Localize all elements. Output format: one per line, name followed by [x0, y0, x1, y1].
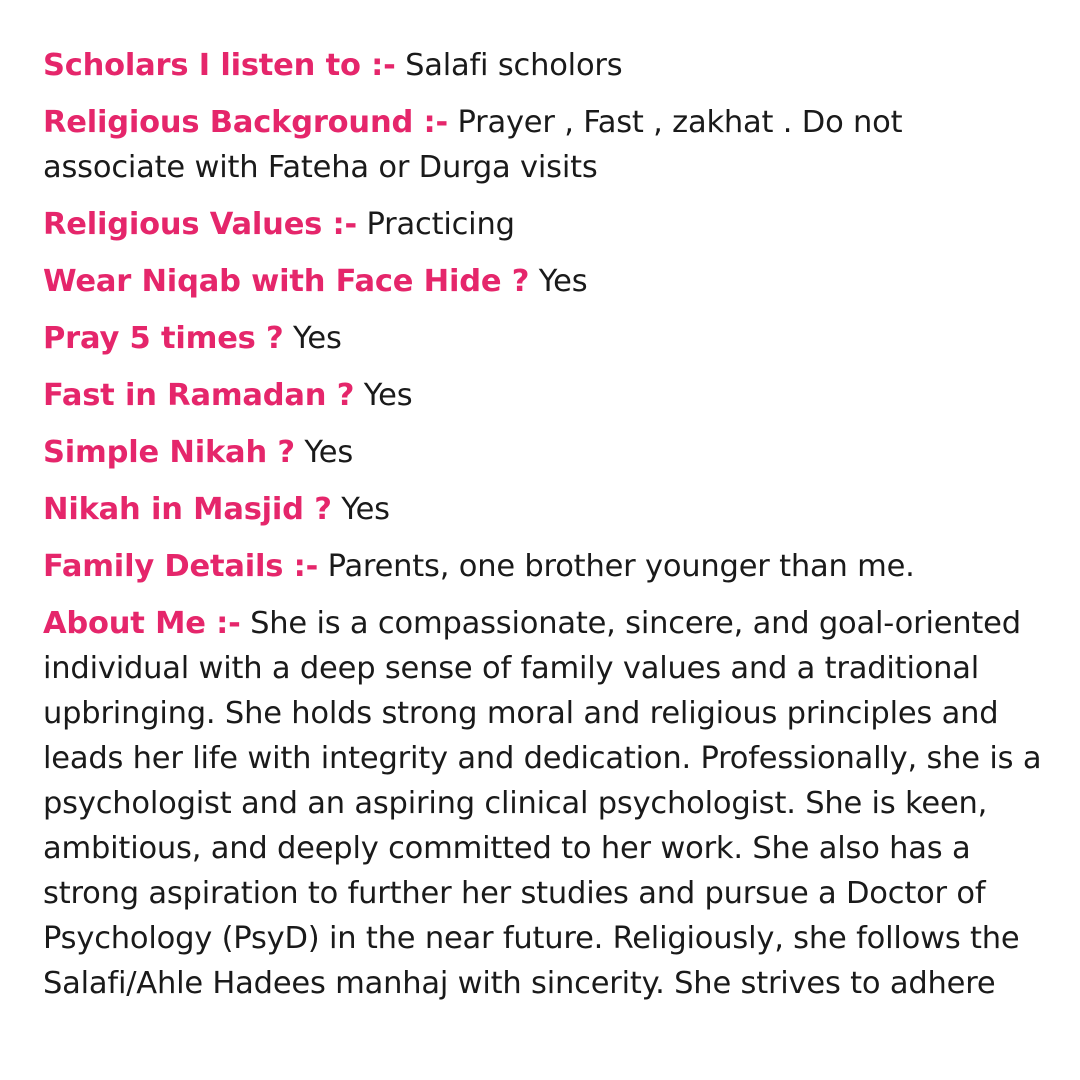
nikah-masjid-value: Yes: [341, 492, 390, 527]
family-details-field: [43, 544, 1043, 589]
fast-field: [43, 373, 1043, 418]
scholars-value: Salafi scholors: [405, 48, 623, 83]
pray-value: Yes: [293, 321, 342, 356]
religious-background-value: Prayer , Fast , zakhat . Do not associate with Fateha or Durga visits: [43, 105, 903, 185]
about-me-value: She is a compassionate, sincere, and goal-oriented individual with a deep sense of family values and a traditional upbringing. She holds strong moral and religious principles and leads her life with integrity and dedication. Professionally, she is a psychologist and an aspiring clinical psychologist. She is keen, ambitious, and deeply committed to her work. She also has a strong aspiration to further her studies and pursue a Doctor of Psychology (PsyD) in the near future. Religiously, she follows the Salafi/Ahle Hadees manhaj with sincerity. She strives to adhere: [43, 606, 1042, 1001]
niqab-field: [43, 259, 1043, 304]
niqab-label: Wear Niqab with Face Hide ?: [43, 264, 530, 299]
scholars-field: [43, 43, 1043, 88]
religious-background-field: [43, 100, 1043, 190]
about-me-label: About Me :-: [43, 606, 241, 641]
simple-nikah-field: [43, 430, 1043, 475]
religious-values-field: [43, 202, 1043, 247]
about-me-field: [43, 601, 1043, 1006]
religious-values-value: Practicing: [366, 207, 515, 242]
pray-label: Pray 5 times ?: [43, 321, 284, 356]
scholars-label: Scholars I listen to :-: [43, 48, 396, 83]
pray-field: [43, 316, 1043, 361]
fast-label: Fast in Ramadan ?: [43, 378, 355, 413]
fast-value: Yes: [363, 378, 413, 413]
profile-details: [43, 43, 1043, 1018]
nikah-masjid-label: Nikah in Masjid ?: [43, 492, 332, 527]
simple-nikah-label: Simple Nikah ?: [43, 435, 295, 470]
family-details-label: Family Details :-: [43, 549, 319, 584]
simple-nikah-value: Yes: [304, 435, 354, 470]
family-details-value: Parents, one brother younger than me.: [327, 549, 915, 584]
nikah-masjid-field: [43, 487, 1043, 532]
niqab-value: Yes: [538, 264, 588, 299]
religious-background-label: Religious Background :-: [43, 105, 448, 140]
religious-values-label: Religious Values :-: [43, 207, 358, 242]
